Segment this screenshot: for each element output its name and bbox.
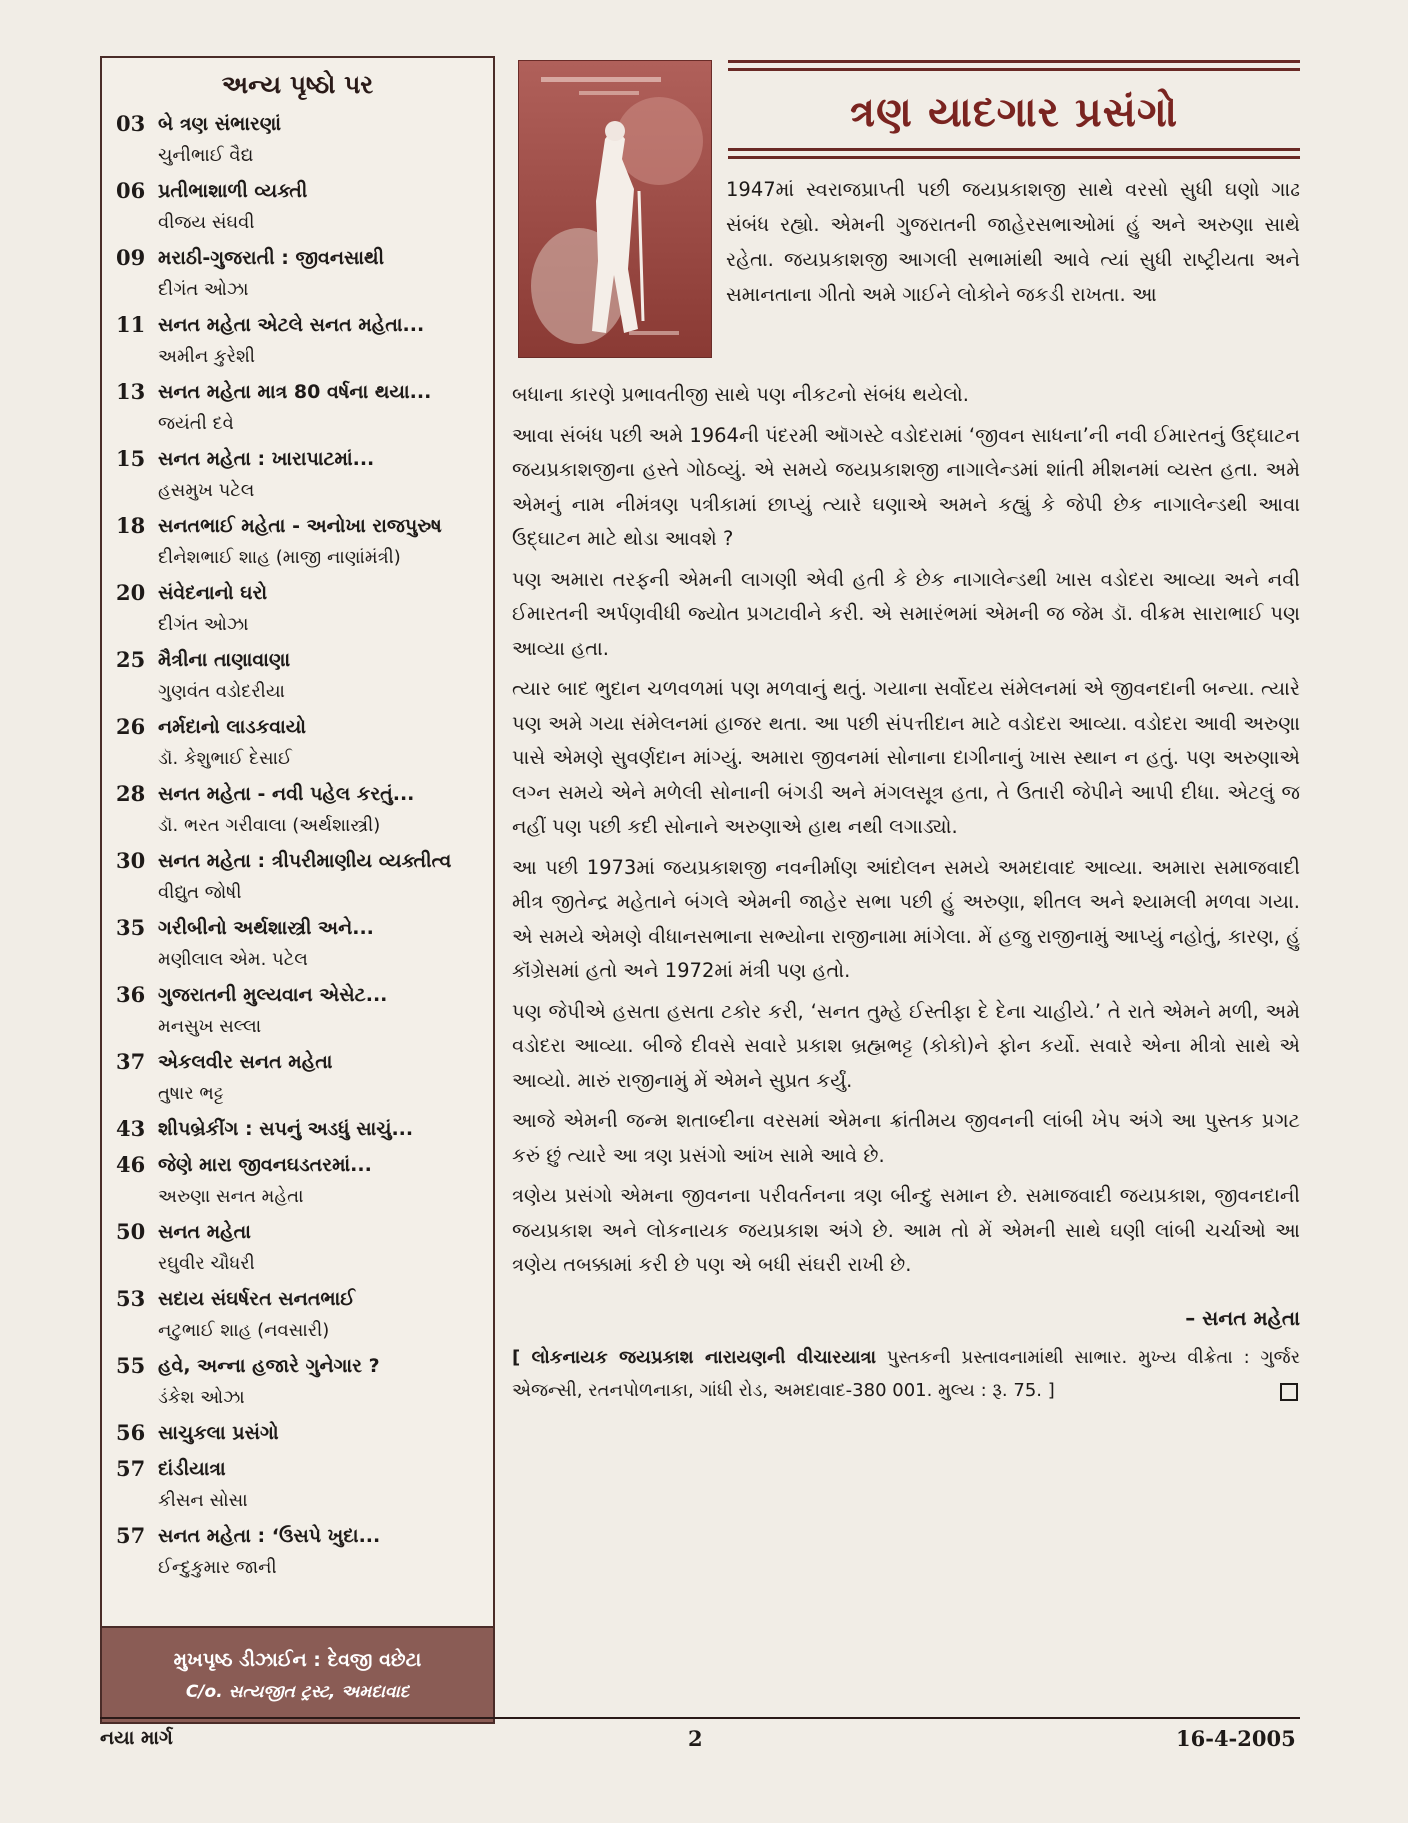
toc-page-number: 56 bbox=[116, 1420, 146, 1445]
toc-entry-title: સનત મહેતા - નવી પહેલ કરતું... bbox=[158, 783, 415, 805]
toc-entry-title: સનત મહેતા : ખારાપાટમાં... bbox=[158, 448, 375, 470]
article-paragraph: આવા સંબંધ પછી અમે 1964ની પંદરમી ઑગસ્ટે વડોદરામાં ‘જીવન સાધના’ની નવી ઈમારતનું ઉદ્ઘાટન જયપ્રકાશજીના હસ્તે ગોઠવ્યું. એ સમયે જયપ્રકાશજી નાગાલેન્ડમાં શાંતી મીશનમાં વ્યસ્ત હતા. અમે એમનું નામ નીમંત્રણ પત્રીકામાં છાપ્યું ત્યારે ઘણાએ અમને કહ્યું કે જેપી છેક નાગાલેન્ડથી આવા ઉદ્ઘાટન માટે થોડા આવશે ? bbox=[512, 423, 1300, 550]
toc-list bbox=[102, 108, 493, 1583]
toc-entry-title: ગરીબીનો અર્થશાસ્ત્રી અને... bbox=[158, 917, 374, 939]
article-paragraph-1-continued: બધાના કારણે પ્રભાવતીજી સાથે પણ નીકટનો સંબંધ થયેલો. bbox=[512, 383, 969, 406]
footer-rule bbox=[100, 1717, 1300, 1719]
cover-design-line2: C/o. સત્યજીત ટ્રસ્ટ, અમદાવાદ bbox=[185, 1682, 410, 1702]
toc-entry-author: ચુનીભાઈ વૈદ્ય bbox=[158, 145, 254, 166]
toc-entry-title: સનત મહેતા : ‘ઉસપે ખુદા... bbox=[158, 1525, 381, 1547]
toc-page-number: 37 bbox=[116, 1049, 146, 1074]
article-paragraph: ત્યાર બાદ ભુદાન ચળવળમાં પણ મળવાનું થતું. ગયાના સર્વોદય સંમેલનમાં એ જીવનદાની બન્યા. ત્યારે પણ અમે ગયા સંમેલનમાં હાજર થતા. આ પછી સંપત્તીદાન માટે વડોદરા આવ્યા. વડોદરા આવી અરુણા પાસે એમણે સુવર્ણદાન માંગ્યું. અમારા જીવનમાં સોનાના દાગીનાનું ખાસ સ્થાન ન હતું. પણ અરુણાએ લગ્ન સમયે એને મળેલી સોનાની બંગડી અને મંગલસૂત્ર હતા, તે ઉતારી જેપીને આપી દીધા. એટલું જ નહીં પણ પછી કદી સોનાને અરુણાએ હાથ નથી લગાડ્યો. bbox=[512, 677, 1300, 838]
title-rule-bottom bbox=[728, 148, 1300, 151]
title-rule-top bbox=[728, 60, 1300, 63]
title-rule-bottom-2 bbox=[728, 156, 1300, 159]
toc-entry bbox=[158, 1046, 483, 1109]
toc-entry-title: સનત મહેતા એટલે સનત મહેતા... bbox=[158, 314, 425, 336]
toc-entry-author: ગુણવંત વડોદરીયા bbox=[158, 681, 285, 702]
toc-entry bbox=[158, 1216, 483, 1279]
toc-entry bbox=[158, 912, 483, 975]
toc-page-number: 28 bbox=[116, 781, 146, 806]
toc-entry-title: સાચુકલા પ્રસંગો bbox=[158, 1422, 279, 1444]
toc-entry-title: હવે, અન્ના હજારે ગુનેગાર ? bbox=[158, 1355, 380, 1377]
toc-item bbox=[116, 1149, 483, 1212]
toc-page-number: 18 bbox=[116, 513, 146, 538]
article-paragraph: પણ જેપીએ હસતા હસતા ટકોર કરી, ‘સનત તુમ્હે ઈસ્તીફા દે દેના ચાહીયે.’ તે રાતે એમને મળી, અમે વડોદરા આવ્યા. બીજે દીવસે સવારે પ્રકાશ બ્રહ્મભટ્ટ (કોકો)ને ફોન કર્યો. સવારે એના મીત્રો સાથે એ આવ્યો. મારું રાજીનામું મેં એમને સુપ્રત કર્યું. bbox=[512, 999, 1300, 1092]
toc-entry-author: દીગંત ઓઝા bbox=[158, 614, 249, 635]
title-rule-top-2 bbox=[728, 68, 1300, 71]
toc-entry-title: ગુજરાતની મુલ્યવાન એસેટ... bbox=[158, 984, 388, 1006]
toc-entry-author: હસમુખ પટેલ bbox=[158, 480, 255, 501]
toc-entry bbox=[158, 644, 483, 707]
toc-page-number: 55 bbox=[116, 1353, 146, 1378]
toc-entry bbox=[158, 1417, 483, 1449]
toc-page-number: 30 bbox=[116, 848, 146, 873]
toc-item bbox=[116, 711, 483, 774]
toc-entry bbox=[158, 577, 483, 640]
toc-entry-title: મૈત્રીના તાણાવાણા bbox=[158, 649, 291, 671]
toc-entry bbox=[158, 443, 483, 506]
article-body bbox=[512, 378, 1300, 1407]
toc-page-number: 57 bbox=[116, 1456, 146, 1481]
toc-page-number: 26 bbox=[116, 714, 146, 739]
toc-entry bbox=[158, 376, 483, 439]
toc-item bbox=[116, 644, 483, 707]
toc-item bbox=[116, 845, 483, 908]
toc-item bbox=[116, 979, 483, 1042]
toc-page-number: 13 bbox=[116, 379, 146, 404]
source-book-title: [ લોકનાયક જયપ્રકાશ નારાયણની વીચારયાત્રા bbox=[512, 1347, 877, 1368]
toc-entry bbox=[158, 845, 483, 908]
toc-entry bbox=[158, 1520, 483, 1583]
toc-entry-title: એકલવીર સનત મહેતા bbox=[158, 1051, 333, 1073]
article-paragraph: આજે એમની જન્મ શતાબ્દીના વરસમાં એમના ક્રાંતીમય જીવનની લાંબી ખેપ અંગે આ પુસ્તક પ્રગટ કરું છું ત્યારે આ ત્રણ પ્રસંગો આંખ સામે આવે છે. bbox=[512, 1109, 1300, 1167]
toc-item bbox=[116, 1520, 483, 1583]
toc-page-number: 09 bbox=[116, 245, 146, 270]
cover-design-line1: મુખપૃષ્ઠ ડીઝાઈન : દેવજી વછેટા bbox=[173, 1649, 422, 1671]
toc-entry-title: બે ત્રણ સંભારણાં bbox=[158, 113, 282, 135]
toc-entry-author: અરુણા સનત મહેતા bbox=[158, 1186, 304, 1207]
toc-entry-title: પ્રતીભાશાળી વ્યક્તી bbox=[158, 180, 308, 202]
toc-entry bbox=[158, 175, 483, 238]
toc-page-number: 20 bbox=[116, 580, 146, 605]
source-note bbox=[512, 1341, 1300, 1407]
toc-page-number: 36 bbox=[116, 982, 146, 1007]
toc-entry-author: રઘુવીર ચૌધરી bbox=[158, 1253, 255, 1274]
toc-entry-author: મનસુખ સલ્લા bbox=[158, 1016, 262, 1037]
toc-entry bbox=[158, 1149, 483, 1212]
toc-box bbox=[100, 56, 495, 1724]
toc-item bbox=[116, 443, 483, 506]
toc-item bbox=[116, 309, 483, 372]
toc-entry-author: તુષાર ભટ્ટ bbox=[158, 1083, 224, 1104]
toc-entry bbox=[158, 108, 483, 171]
toc-page-number: 15 bbox=[116, 446, 146, 471]
toc-page-number: 35 bbox=[116, 915, 146, 940]
toc-page-number: 43 bbox=[116, 1116, 146, 1141]
toc-item bbox=[116, 778, 483, 841]
toc-item bbox=[116, 108, 483, 171]
toc-entry-author: વીજય સંઘવી bbox=[158, 212, 255, 233]
toc-entry-author: વીદ્યુત જોષી bbox=[158, 882, 242, 903]
toc-entry bbox=[158, 1113, 483, 1145]
toc-item bbox=[116, 1216, 483, 1279]
toc-entry bbox=[158, 309, 483, 372]
toc-entry-title: શીપબ્રેકીંગ : સપનું અડધું સાચું... bbox=[158, 1118, 414, 1140]
toc-item bbox=[116, 912, 483, 975]
toc-entry-title: સંવેદનાનો ઘરો bbox=[158, 582, 268, 604]
page-number: 2 bbox=[688, 1726, 703, 1751]
toc-item bbox=[116, 510, 483, 573]
toc-item bbox=[116, 1113, 483, 1145]
issue-date: 16-4-2005 bbox=[1176, 1726, 1296, 1751]
toc-entry-title: દાંડીયાત્રા bbox=[158, 1458, 226, 1480]
toc-item bbox=[116, 1417, 483, 1449]
toc-entry-author: નટુભાઈ શાહ (નવસારી) bbox=[158, 1320, 330, 1341]
toc-entry-title: જેણે મારા જીવનઘડતરમાં... bbox=[158, 1154, 372, 1176]
toc-entry-title: સદાય સંઘર્ષરત સનતભાઈ bbox=[158, 1288, 355, 1310]
toc-entry-title: સનત મહેતા : ત્રીપરીમાણીય વ્યક્તીત્વ bbox=[158, 850, 452, 872]
toc-entry-title: સનત મહેતા bbox=[158, 1221, 251, 1243]
source-details: પુસ્તકની પ્રસ્તાવનામાંથી સાભાર. મુખ્ય વીક્રેતા : ગુર્જર એજન્સી, રતનપોળનાકા, ગાંધી રોડ, અમદાવાદ-380 001. મુલ્ય : રૂ. 75. ] bbox=[512, 1347, 1300, 1401]
toc-entry-author: ડૉ. કેશુભાઈ દેસાઈ bbox=[158, 748, 292, 769]
article-title: ત્રણ યાદગાર પ્રસંગો bbox=[849, 88, 1179, 136]
book-cover-illustration bbox=[519, 61, 711, 357]
toc-entry-author: કીસન સોસા bbox=[158, 1490, 248, 1511]
toc-entry bbox=[158, 1283, 483, 1346]
toc-entry-author: દીગંત ઓઝા bbox=[158, 279, 249, 300]
article-signature: – સનત મહેતા bbox=[1185, 1305, 1300, 1330]
toc-item bbox=[116, 1283, 483, 1346]
toc-entry bbox=[158, 242, 483, 305]
article-intro bbox=[726, 172, 1300, 318]
toc-page-number: 03 bbox=[116, 111, 146, 136]
toc-entry bbox=[158, 510, 483, 573]
article-paragraph: પણ અમારા તરફની એમની લાગણી એવી હતી કે છેક નાગાલેન્ડથી ખાસ વડોદરા આવ્યા અને નવી ઈમારતની અર્પણવીધી જ્યોત પ્રગટાવીને કરી. એ સમારંભમાં એમની જ જેમ ડૉ. વીક્રમ સારાભાઈ પણ આવ્યા હતા. bbox=[512, 567, 1300, 660]
cover-design-credit bbox=[102, 1626, 493, 1722]
toc-entry-author: ડંકેશ ઓઝા bbox=[158, 1387, 245, 1408]
toc-entry-author: મણીલાલ એમ. પટેલ bbox=[158, 949, 308, 970]
toc-item bbox=[116, 175, 483, 238]
toc-page-number: 11 bbox=[116, 312, 146, 337]
toc-entry bbox=[158, 778, 483, 841]
book-cover-image bbox=[518, 60, 712, 358]
toc-entry-title: નર્મદાનો લાડકવાયો bbox=[158, 716, 307, 738]
toc-item bbox=[116, 577, 483, 640]
toc-title: અન્ય પૃષ્ઠો પર bbox=[221, 70, 374, 99]
toc-page-number: 46 bbox=[116, 1152, 146, 1177]
toc-entry bbox=[158, 711, 483, 774]
toc-page-number: 25 bbox=[116, 647, 146, 672]
toc-entry-author: અમીન કુરેશી bbox=[158, 346, 256, 367]
toc-entry-author: ડૉ. ભરત ગરીવાલા (અર્થશાસ્ત્રી) bbox=[158, 815, 381, 836]
toc-page-number: 50 bbox=[116, 1219, 146, 1244]
toc-entry-title: સનત મહેતા માત્ર 80 વર્ષના થયા... bbox=[158, 381, 432, 403]
article-paragraph-1: 1947માં સ્વરાજપ્રાપ્તી પછી જયપ્રકાશજી સાથે વરસો સુધી ઘણો ગાઢ સંબંધ રહ્યો. એમની ગુજરાતની જાહેરસભાઓમાં હું અને અરુણા સાથે રહેતા. જયપ્રકાશજી આગલી સભામાંથી આવે ત્યાં સુધી રાષ્ટ્રીયતા અને સમાનતાના ગીતો અમે ગાઈને લોકોને જકડી રાખતા. આ bbox=[726, 178, 1300, 306]
toc-entry bbox=[158, 1453, 483, 1516]
magazine-name: નયા માર્ગ bbox=[100, 1727, 173, 1749]
toc-item bbox=[116, 1350, 483, 1413]
toc-page-number: 53 bbox=[116, 1286, 146, 1311]
toc-entry-author: ઈન્દુકુમાર જાની bbox=[158, 1557, 277, 1578]
toc-entry bbox=[158, 1350, 483, 1413]
end-mark-icon bbox=[1280, 1383, 1298, 1401]
toc-entry-author: દીનેશભાઈ શાહ (માજી નાણાંમંત્રી) bbox=[158, 547, 401, 568]
toc-page-number: 06 bbox=[116, 178, 146, 203]
toc-entry-title: સનતભાઈ મહેતા - અનોખા રાજપુરુષ bbox=[158, 515, 442, 537]
toc-page-number: 57 bbox=[116, 1523, 146, 1548]
toc-item bbox=[116, 242, 483, 305]
toc-item bbox=[116, 1046, 483, 1109]
toc-entry-author: જયંતી દવે bbox=[158, 413, 234, 434]
toc-item bbox=[116, 376, 483, 439]
article-paragraphs bbox=[512, 419, 1300, 1283]
article-paragraph: ત્રણેય પ્રસંગો એમના જીવનના પરીવર્તનના ત્રણ બીન્દુ સમાન છે. સમાજવાદી જયપ્રકાશ, જીવનદાની જયપ્રકાશ અને લોકનાયક જયપ્રકાશ અંગે છે. આમ તો મેં એમની સાથે ઘણી લાંબી ચર્ચાઓ આ ત્રણેય તબક્કામાં કરી છે પણ એ બધી સંઘરી રાખી છે. bbox=[512, 1184, 1300, 1276]
toc-entry-title: મરાઠી-ગુજરાતી : જીવનસાથી bbox=[158, 247, 385, 269]
article-paragraph: આ પછી 1973માં જયપ્રકાશજી નવનીર્માણ આંદોલન સમયે અમદાવાદ આવ્યા. અમારા સમાજવાદી મીત્ર જીતેન્દ્ર મહેતાને બંગલે એમની જાહેર સભા પછી હું અરુણા, શીતલ અને શ્યામલી મળવા ગયા. એ સમયે એમણે વીધાનસભાના સભ્યોના રાજીનામા માંગેલા. મેં હજુ રાજીનામું આપ્યું નહોતું, કારણ, હું કૉંગ્રેસમાં હતો અને 1972માં મંત્રી પણ હતો. bbox=[512, 855, 1300, 982]
toc-entry bbox=[158, 979, 483, 1042]
toc-item bbox=[116, 1453, 483, 1516]
